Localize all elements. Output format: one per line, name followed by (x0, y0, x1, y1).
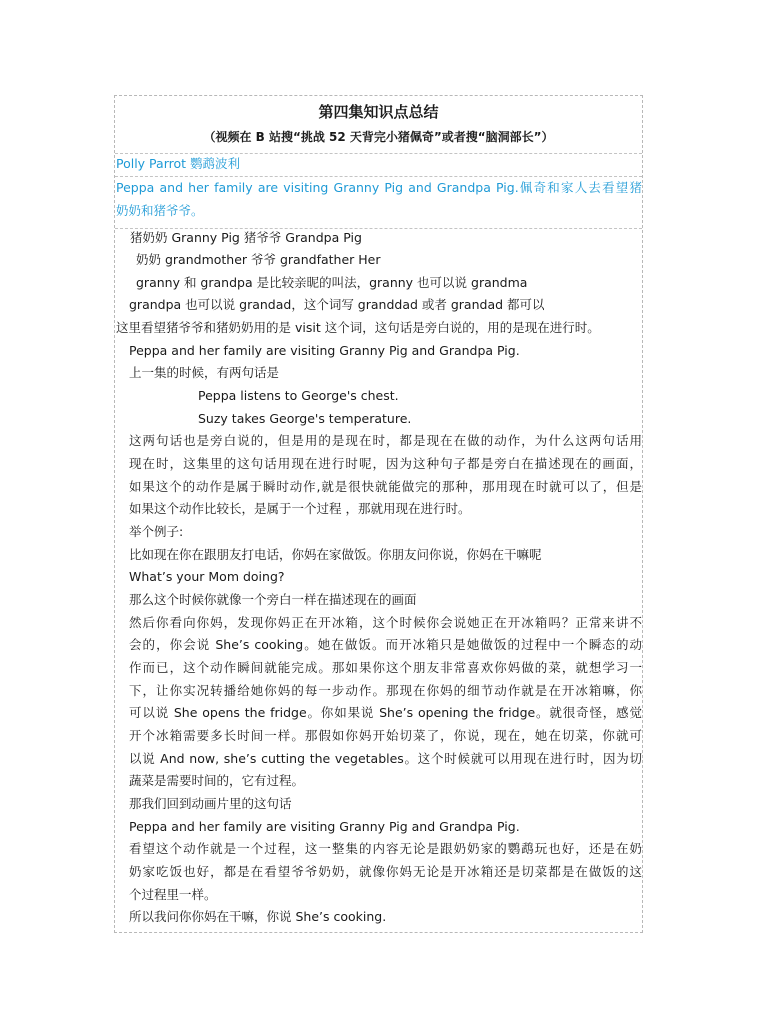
body-line: 如果这个动作比较长，是属于一个过程 ，那就用现在进行时。 (129, 501, 471, 516)
body-line: 那我们回到动画片里的这句话 (129, 796, 292, 811)
summary-document (114, 95, 643, 933)
body-line: Peppa listens to George's chest. (198, 388, 399, 403)
body-line: 猪奶奶 Granny Pig 猪爷爷 Grandpa Pig (130, 230, 362, 245)
body-line: 这里看望猪爷爷和猪奶奶用的是 visit 这个词，这句话是旁白说的，用的是现在进行时。 (116, 320, 600, 335)
body-line: 如果这个的动作是属于瞬时动作,就是很快就能做完的那种，那用现在时就可以了，但是 (129, 479, 642, 494)
body-line: Peppa and her family are visiting Granny Pig and Grandpa Pig. (129, 343, 520, 358)
body-line: 那么这个时候你就像一个旁白一样在描述现在的画面 (129, 592, 417, 607)
header-section (115, 96, 642, 154)
body-line: grandpa 也可以说 grandad，这个词写 granddad 或者 grandad 都可以 (129, 297, 545, 312)
body-line: 上一集的时候，有两句话是 (129, 365, 280, 380)
body-line: 然后你看向你妈，发现你妈正在开冰箱，这个时候你会说她正在开冰箱吗？正常来讲不 (129, 615, 642, 630)
body-line: 可以说 She opens the fridge。你如果说 She’s opening the fridge。就很奇怪，感觉 (129, 705, 642, 720)
body-line: 作而已，这个动作瞬间就能完成。那如果你这个朋友非常喜欢你妈做的菜，就想学习一 (129, 660, 642, 675)
body-line: 开个冰箱需要多长时间一样。那假如你妈开始切菜了，你说，现在，她在切菜，你就可 (129, 728, 642, 743)
episode-title-section (115, 153, 642, 177)
body-line: 会的，你会说 She’s cooking。她在做饭。而开冰箱只是她做饭的过程中一个瞬态的动 (129, 637, 642, 652)
body-line: 个过程里一样。 (129, 887, 217, 902)
body-line: 所以我问你你妈在干嘛，你说 She’s cooking. (129, 909, 387, 924)
body-line: granny 和 grandpa 是比较亲昵的叫法，granny 也可以说 grandma (136, 275, 528, 290)
body-line: 奶奶 grandmother 爷爷 grandfather Her (136, 252, 381, 267)
body-line: 看望这个动作就是一个过程，这一整集的内容无论是跟奶奶家的鹦鹉玩也好，还是在奶 (129, 841, 642, 856)
body-line: 下，让你实况转播给她你妈的每一步动作。那现在你妈的细节动作就是在开冰箱嘛，你 (129, 683, 642, 698)
body-line: 蔬菜是需要时间的，它有过程。 (129, 773, 305, 788)
body-line: 以说 And now, she’s cutting the vegetables。这个时候就可以用现在进行时，因为切 (129, 751, 642, 766)
body-line: Peppa and her family are visiting Granny Pig and Grandpa Pig. (129, 819, 520, 834)
episode-title: Polly Parrot 鹦鹉波利 (116, 156, 240, 171)
intro-line: Peppa and her family are visiting Granny Pig and Grandpa Pig.佩奇和家人去看望猪 (116, 180, 642, 195)
body-section (115, 228, 642, 932)
body-line: 举个例子: (129, 524, 184, 539)
intro-section (115, 176, 642, 229)
page-title: 第四集知识点总结 (318, 103, 439, 121)
body-line: 奶家吃饭也好，都是在看望爷爷奶奶，就像你妈无论是开冰箱还是切菜都是在做饭的这 (129, 864, 642, 879)
page-subtitle: （视频在 B 站搜“挑战 52 天背完小猪佩奇”或者搜“脑洞部长”） (203, 130, 554, 144)
intro-line: 奶奶和猪爷爷。 (116, 203, 204, 218)
body-line: What’s your Mom doing? (129, 569, 285, 584)
body-line: 比如现在你在跟朋友打电话，你妈在家做饭。你朋友问你说，你妈在干嘛呢 (129, 547, 542, 562)
body-line: 现在时，这集里的这句话用现在进行时呢，因为这种句子都是旁白在描述现在的画面， (129, 456, 642, 471)
body-line: 这两句话也是旁白说的，但是用的是现在时，都是现在在做的动作，为什么这两句话用 (129, 433, 642, 448)
body-line: Suzy takes George's temperature. (198, 411, 412, 426)
